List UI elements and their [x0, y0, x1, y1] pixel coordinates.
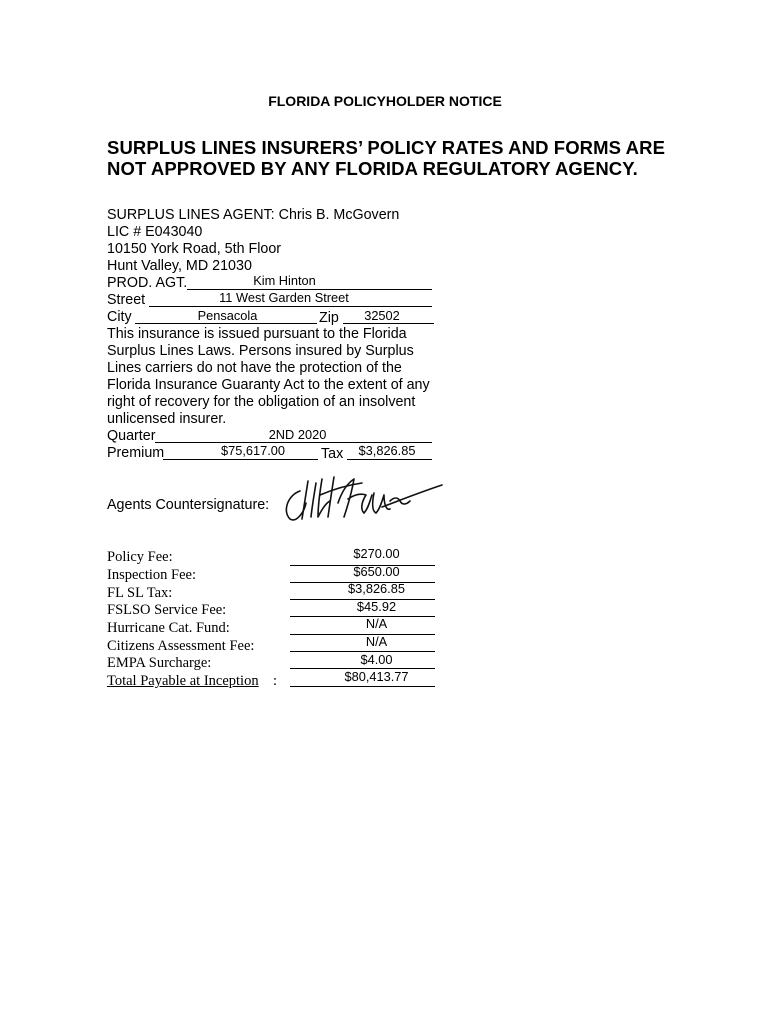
- zip-rule: [343, 323, 434, 324]
- producer-label: PROD. AGT.: [107, 275, 188, 291]
- producer-value: Kim Hinton: [253, 273, 316, 288]
- total-value: $80,413.77: [344, 669, 409, 684]
- fee-value-empa: $4.00: [360, 652, 393, 667]
- headline-line-1: SURPLUS LINES INSURERS’ POLICY RATES AND FORMS ARE: [107, 137, 666, 158]
- premium-rule: [163, 459, 318, 460]
- street-value: 11 West Garden Street: [219, 290, 349, 305]
- city-rule: [135, 323, 317, 324]
- fee-label-policy: Policy Fee:: [107, 549, 173, 565]
- disclaimer-paragraph: This insurance is issued pursuant to the Florida Surplus Lines Laws. Persons insured by Surplus Lines carriers do not have the protection of the Florida Insurance Guaranty Act to the extent of any right of recovery for the obligation of an insolvent unlicensed insurer.: [107, 326, 430, 427]
- fee-label-fl-sl-tax: FL SL Tax:: [107, 585, 173, 601]
- total-label: Total Payable at Inception: [107, 673, 259, 689]
- premium-value: $75,617.00: [220, 443, 286, 458]
- headline-line-2: NOT APPROVED BY ANY FLORIDA REGULATORY AGENCY.: [107, 158, 638, 179]
- total-colon: :: [273, 673, 278, 689]
- fee-label-fslso: FSLSO Service Fee:: [107, 602, 227, 618]
- total-rule: [290, 686, 435, 687]
- zip-label: Zip: [319, 310, 339, 326]
- tax-label: Tax: [321, 446, 344, 462]
- agent-city-line: Hunt Valley, MD 21030: [107, 258, 252, 274]
- agent-license-line: LIC # E043040: [107, 224, 203, 240]
- fee-value-hurricane: N/A: [365, 616, 388, 631]
- fee-label-hurricane: Hurricane Cat. Fund:: [107, 620, 230, 636]
- agent-signature: [278, 473, 448, 525]
- agent-address-line: 10150 York Road, 5th Floor: [107, 241, 282, 257]
- tax-rule: [347, 459, 432, 460]
- quarter-value: 2ND 2020: [268, 427, 327, 442]
- tax-value: $3,826.85: [358, 443, 416, 458]
- fee-value-citizens: N/A: [365, 634, 388, 649]
- fee-value-fslso: $45.92: [356, 599, 397, 614]
- countersignature-label: Agents Countersignature:: [107, 497, 270, 513]
- fee-label-citizens: Citizens Assessment Fee:: [107, 638, 255, 654]
- fee-label-inspection: Inspection Fee:: [107, 567, 196, 583]
- notice-title: FLORIDA POLICYHOLDER NOTICE: [268, 93, 502, 109]
- city-value: Pensacola: [197, 308, 258, 323]
- street-label: Street: [107, 292, 146, 308]
- fee-value-inspection: $650.00: [353, 564, 400, 579]
- zip-value: 32502: [364, 308, 400, 323]
- agent-name-line: SURPLUS LINES AGENT: Chris B. McGovern: [107, 207, 400, 223]
- quarter-label: Quarter: [107, 428, 156, 444]
- fee-value-fl-sl-tax: $3,826.85: [348, 581, 405, 596]
- street-rule: [149, 306, 432, 307]
- premium-label: Premium: [107, 445, 165, 461]
- fee-label-empa: EMPA Surcharge:: [107, 655, 212, 671]
- city-label: City: [107, 309, 132, 325]
- fee-value-policy: $270.00: [353, 546, 400, 561]
